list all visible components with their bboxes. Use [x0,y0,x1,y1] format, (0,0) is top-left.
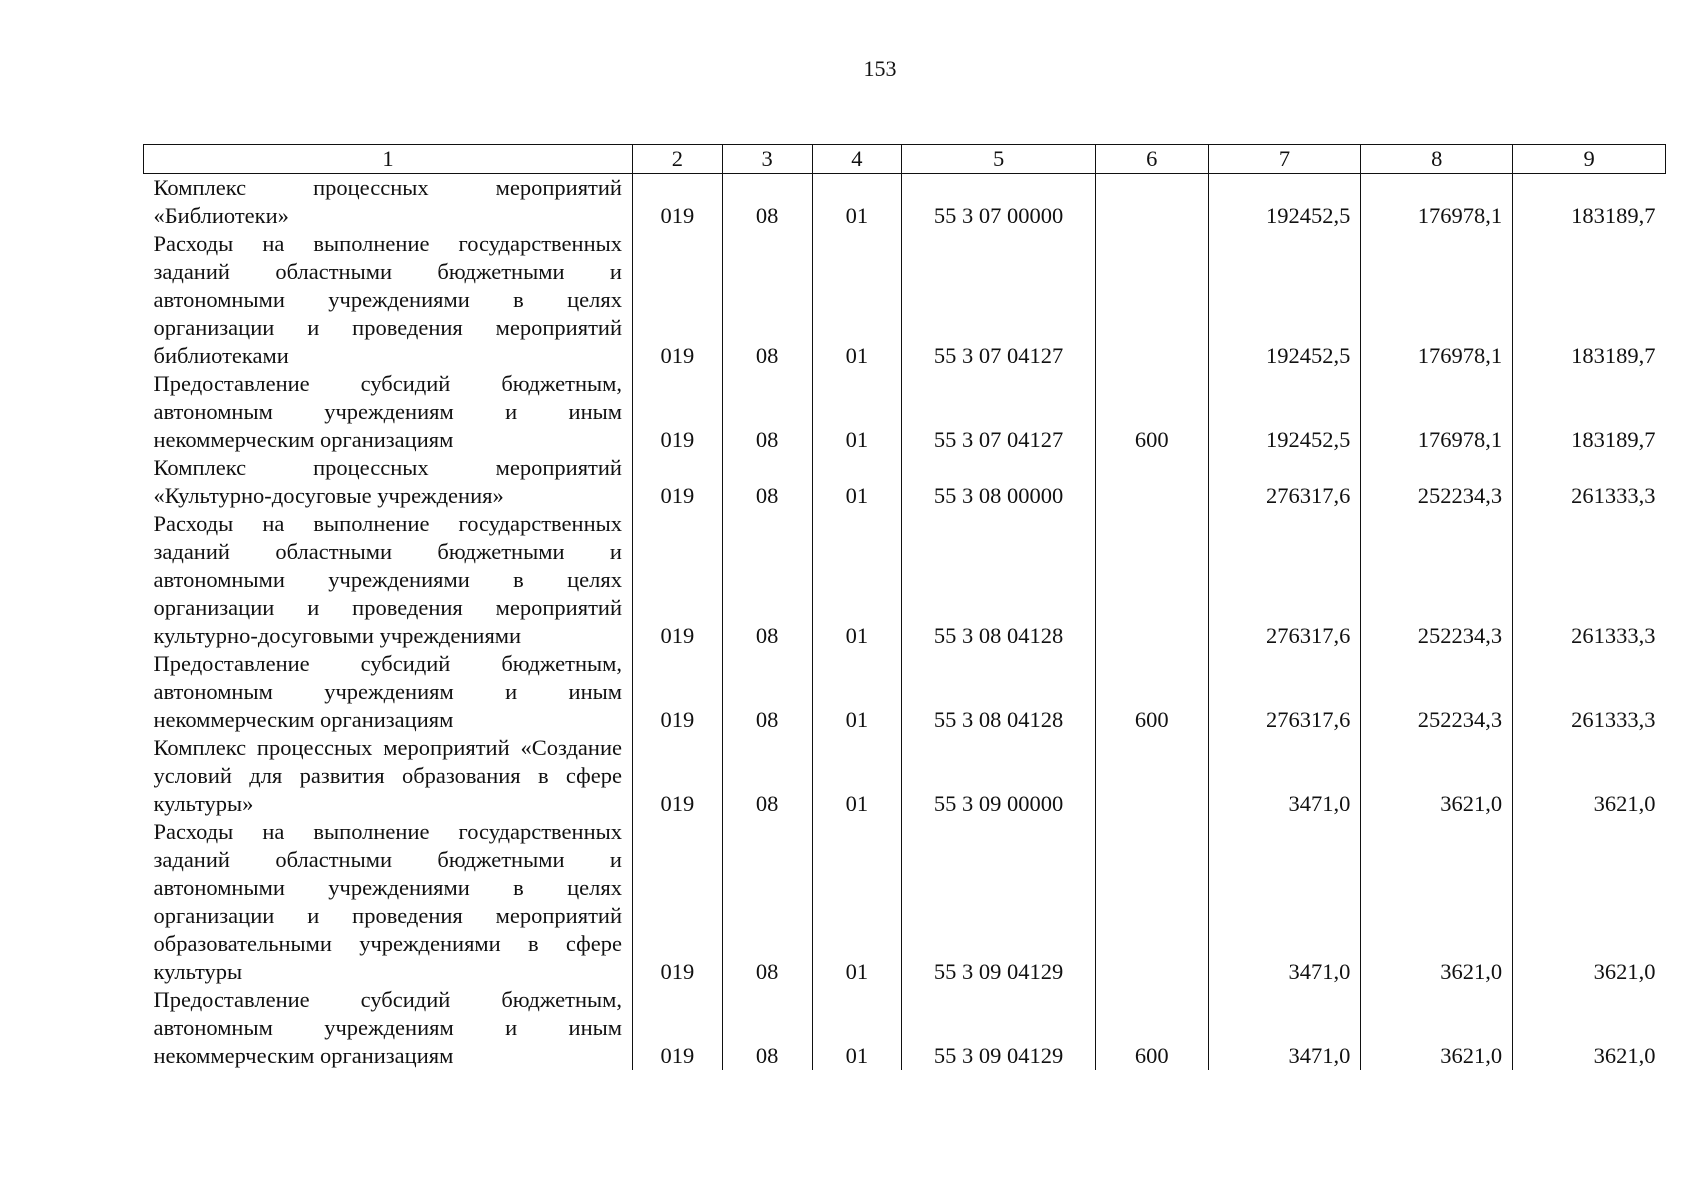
ministry-code-cell: 019 [632,370,722,454]
amount-year3-cell: 261333,3 [1513,510,1666,650]
subsection-code-cell: 01 [812,230,902,370]
ministry-code-cell: 019 [632,818,722,986]
target-article-cell: 55 3 07 04127 [902,370,1096,454]
amount-year1-cell: 3471,0 [1208,986,1361,1070]
amount-year1-cell: 192452,5 [1208,370,1361,454]
subsection-code-cell: 01 [812,650,902,734]
expense-name-cell: Комплекс процессных мероприятий «Создание условий для развития образования в сфере культуры» [153,735,622,816]
amount-year1-cell: 3471,0 [1208,818,1361,986]
expense-name-cell: Расходы на выполнение государственных заданий областными бюджетными и автономными учреждениями в целях организации и проведения мероприятий культурно-досуговыми учреждениями [153,511,622,648]
expense-name-cell: Расходы на выполнение государственных заданий областными бюджетными и автономными учреждениями в целях организации и проведения мероприятий образовательными учреждениями в сфере культуры [153,819,622,984]
expense-name-cell: Расходы на выполнение государственных заданий областными бюджетными и автономными учреждениями в целях организации и проведения мероприятий библиотеками [153,231,622,368]
subsection-code-cell: 01 [812,510,902,650]
section-code-cell: 08 [722,370,812,454]
table-row [144,650,1666,734]
amount-year2-cell: 176978,1 [1361,370,1513,454]
subsection-code-cell: 01 [812,986,902,1070]
amount-year1-cell: 276317,6 [1208,650,1361,734]
amount-year3-cell: 3621,0 [1513,818,1666,986]
header-cell-4: 4 [812,145,902,174]
subsection-code-cell: 01 [812,454,902,510]
amount-year1-cell: 192452,5 [1208,230,1361,370]
ministry-code-cell: 019 [632,734,722,818]
amount-year1-cell: 276317,6 [1208,454,1361,510]
section-code-cell: 08 [722,734,812,818]
expense-type-cell [1095,174,1208,231]
header-cell-8: 8 [1361,145,1513,174]
section-code-cell: 08 [722,986,812,1070]
amount-year3-cell: 3621,0 [1513,986,1666,1070]
subsection-code-cell: 01 [812,734,902,818]
expense-name-cell: Предоставление субсидий бюджетным, автономным учреждениям и иным некоммерческим организациям [153,371,622,452]
ministry-code-cell: 019 [632,230,722,370]
expense-name-cell: Предоставление субсидий бюджетным, автономным учреждениям и иным некоммерческим организациям [153,987,622,1068]
table-row [144,174,1666,231]
target-article-cell: 55 3 08 04128 [902,650,1096,734]
section-code-cell: 08 [722,174,812,231]
amount-year1-cell: 192452,5 [1208,174,1361,231]
amount-year1-cell: 276317,6 [1208,510,1361,650]
amount-year2-cell: 252234,3 [1361,650,1513,734]
amount-year2-cell: 3621,0 [1361,734,1513,818]
ministry-code-cell: 019 [632,454,722,510]
target-article-cell: 55 3 09 00000 [902,734,1096,818]
expense-type-cell: 600 [1095,650,1208,734]
ministry-code-cell: 019 [632,174,722,231]
subsection-code-cell: 01 [812,370,902,454]
amount-year3-cell: 261333,3 [1513,650,1666,734]
page-number: 153 [863,56,897,81]
amount-year3-cell: 183189,7 [1513,370,1666,454]
amount-year2-cell: 176978,1 [1361,230,1513,370]
amount-year2-cell: 252234,3 [1361,510,1513,650]
expense-type-cell [1095,454,1208,510]
amount-year1-cell: 3471,0 [1208,734,1361,818]
header-cell-1: 1 [144,145,633,174]
table-body [144,174,1666,1071]
ministry-code-cell: 019 [632,510,722,650]
table-row [144,454,1666,510]
subsection-code-cell: 01 [812,174,902,231]
section-code-cell: 08 [722,454,812,510]
target-article-cell: 55 3 07 04127 [902,230,1096,370]
expense-type-cell [1095,818,1208,986]
amount-year2-cell: 252234,3 [1361,454,1513,510]
header-cell-6: 6 [1095,145,1208,174]
section-code-cell: 08 [722,818,812,986]
header-cell-2: 2 [632,145,722,174]
header-cell-9: 9 [1513,145,1666,174]
target-article-cell: 55 3 08 04128 [902,510,1096,650]
amount-year3-cell: 183189,7 [1513,174,1666,231]
amount-year3-cell: 3621,0 [1513,734,1666,818]
table-row [144,370,1666,454]
target-article-cell: 55 3 07 00000 [902,174,1096,231]
target-article-cell: 55 3 09 04129 [902,818,1096,986]
amount-year3-cell: 183189,7 [1513,230,1666,370]
amount-year3-cell: 261333,3 [1513,454,1666,510]
expense-name-cell: Комплекс процессных мероприятий «Культурно-досуговые учреждения» [153,455,622,508]
expense-type-cell: 600 [1095,370,1208,454]
header-cell-7: 7 [1208,145,1361,174]
section-code-cell: 08 [722,510,812,650]
header-cell-3: 3 [722,145,812,174]
expense-name-cell: Комплекс процессных мероприятий «Библиотеки» [153,175,622,228]
expense-type-cell: 600 [1095,986,1208,1070]
ministry-code-cell: 019 [632,986,722,1070]
expense-name-cell: Предоставление субсидий бюджетным, автономным учреждениям и иным некоммерческим организациям [153,651,622,732]
header-row [144,145,1666,174]
amount-year2-cell: 3621,0 [1361,818,1513,986]
expense-type-cell [1095,230,1208,370]
budget-table [143,144,1666,1070]
section-code-cell: 08 [722,650,812,734]
target-article-cell: 55 3 09 04129 [902,986,1096,1070]
table-row [144,986,1666,1070]
amount-year2-cell: 176978,1 [1361,174,1513,231]
table-row [144,734,1666,818]
expense-type-cell [1095,510,1208,650]
table-row [144,818,1666,986]
ministry-code-cell: 019 [632,650,722,734]
subsection-code-cell: 01 [812,818,902,986]
target-article-cell: 55 3 08 00000 [902,454,1096,510]
expense-type-cell [1095,734,1208,818]
header-cell-5: 5 [902,145,1096,174]
section-code-cell: 08 [722,230,812,370]
table-row [144,510,1666,650]
table-row [144,230,1666,370]
amount-year2-cell: 3621,0 [1361,986,1513,1070]
